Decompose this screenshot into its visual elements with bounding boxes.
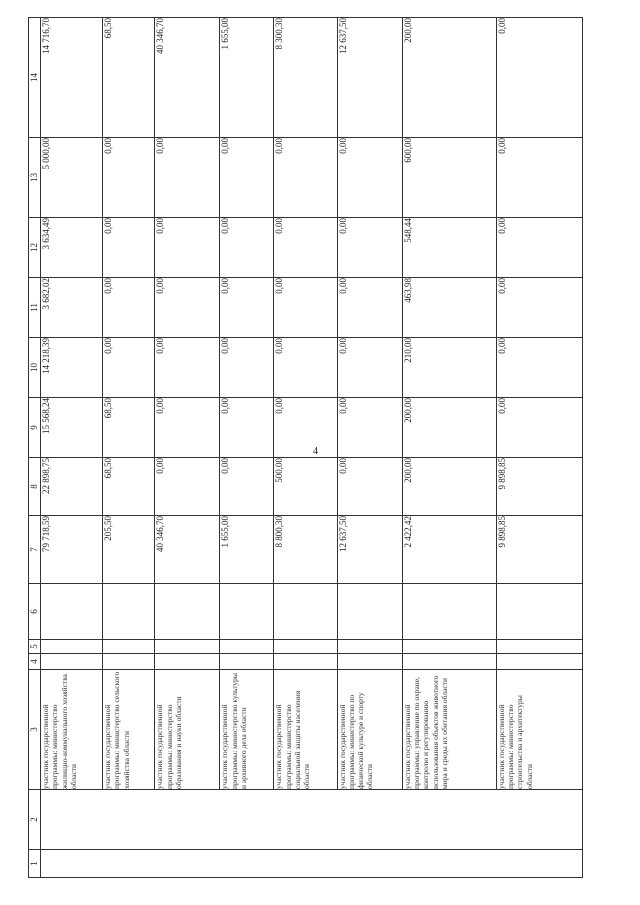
value-cell: 600,00 <box>402 138 496 218</box>
value-cell: 0,00 <box>220 398 274 458</box>
value-cell <box>274 654 337 670</box>
value-cell: 9 898,85 <box>496 516 582 584</box>
value-cell: 205,50 <box>103 516 155 584</box>
value-cell: 0,00 <box>103 278 155 338</box>
value-cell <box>220 654 274 670</box>
value-cell <box>41 584 103 640</box>
value-cell: 0,00 <box>103 138 155 218</box>
participant-label: участник государственной программы: министерство культуры и архивного дела области <box>220 670 274 790</box>
value-cell: 0,00 <box>496 398 582 458</box>
value-cell <box>103 584 155 640</box>
value-cell: 68,50 <box>103 398 155 458</box>
value-cell: 8 800,30 <box>274 516 337 584</box>
value-cell: 3 634,49 <box>41 218 103 278</box>
value-cell <box>496 654 582 670</box>
value-cell <box>402 640 496 654</box>
value-cell: 0,00 <box>274 398 337 458</box>
value-cell: 0,00 <box>337 138 402 218</box>
value-cell: 22 898,75 <box>41 458 103 516</box>
column-number: 7 <box>29 516 41 584</box>
value-cell: 0,00 <box>274 218 337 278</box>
value-cell: 0,00 <box>155 218 220 278</box>
value-cell: 3 682,02 <box>41 278 103 338</box>
column-number: 12 <box>29 218 41 278</box>
value-cell <box>220 584 274 640</box>
merged-cell <box>41 850 583 878</box>
value-cell: 0,00 <box>155 278 220 338</box>
value-cell: 40 346,70 <box>155 18 220 138</box>
value-cell: 9 898,85 <box>496 458 582 516</box>
column-number: 13 <box>29 138 41 218</box>
value-cell: 200,00 <box>402 398 496 458</box>
column-number: 10 <box>29 338 41 398</box>
value-cell: 40 346,70 <box>155 516 220 584</box>
value-cell <box>402 584 496 640</box>
value-cell: 0,00 <box>274 338 337 398</box>
value-cell: 0,00 <box>103 338 155 398</box>
value-cell <box>155 654 220 670</box>
value-cell: 0,00 <box>220 218 274 278</box>
value-cell: 68,50 <box>103 458 155 516</box>
value-cell: 0,00 <box>274 278 337 338</box>
participant-label: участник государственной программы: министерство образования и науки области <box>155 670 220 790</box>
value-cell <box>274 640 337 654</box>
value-cell: 210,00 <box>402 338 496 398</box>
value-cell: 5 000,00 <box>41 138 103 218</box>
column-number: 2 <box>29 790 41 850</box>
value-cell <box>337 584 402 640</box>
value-cell: 0,00 <box>155 458 220 516</box>
value-cell: 0,00 <box>496 338 582 398</box>
header-row <box>29 18 41 878</box>
value-cell: 0,00 <box>496 218 582 278</box>
value-cell: 8 300,30 <box>274 18 337 138</box>
column-number: 14 <box>29 18 41 138</box>
table-row <box>103 18 155 878</box>
value-cell: 200,00 <box>402 458 496 516</box>
table-row <box>274 18 337 878</box>
value-cell: 1 655,00 <box>220 18 274 138</box>
value-cell: 548,44 <box>402 218 496 278</box>
value-cell: 0,00 <box>337 458 402 516</box>
value-cell <box>496 640 582 654</box>
budget-table <box>28 17 583 878</box>
column-number: 6 <box>29 584 41 640</box>
value-cell: 0,00 <box>337 338 402 398</box>
value-cell: 2 422,42 <box>402 516 496 584</box>
rotated-table-container <box>28 18 583 878</box>
value-cell: 0,00 <box>337 278 402 338</box>
value-cell: 1 655,00 <box>220 516 274 584</box>
participant-label: участник государственной программы: министерство по физической культуре и спорту области <box>337 670 402 790</box>
value-cell: 68,50 <box>103 18 155 138</box>
value-cell <box>41 640 103 654</box>
merged-cell <box>41 790 583 850</box>
column-number: 3 <box>29 670 41 790</box>
table-row <box>402 18 496 878</box>
value-cell <box>496 584 582 640</box>
participant-label: участник государственной программы: министерство жилищно-коммунального хозяйства области <box>41 670 103 790</box>
column-number: 1 <box>29 850 41 878</box>
page-number: 4 <box>313 446 318 457</box>
participant-label: участник государственной программы: министерство социальной защиты населения области <box>274 670 337 790</box>
value-cell <box>103 654 155 670</box>
value-cell: 0,00 <box>220 138 274 218</box>
value-cell: 200,00 <box>402 18 496 138</box>
value-cell: 0,00 <box>274 138 337 218</box>
column-number: 11 <box>29 278 41 338</box>
value-cell: 79 718,59 <box>41 516 103 584</box>
participant-label: участник государственной программы: управление по охране, контролю и регулированию использования объектов животного мира и среды их обитания области <box>402 670 496 790</box>
value-cell: 500,00 <box>274 458 337 516</box>
value-cell: 0,00 <box>220 458 274 516</box>
column-number: 9 <box>29 398 41 458</box>
column-number: 8 <box>29 458 41 516</box>
value-cell: 463,98 <box>402 278 496 338</box>
value-cell: 0,00 <box>496 138 582 218</box>
value-cell: 0,00 <box>337 218 402 278</box>
value-cell <box>155 584 220 640</box>
value-cell: 0,00 <box>496 18 582 138</box>
column-number: 4 <box>29 654 41 670</box>
column-number: 5 <box>29 640 41 654</box>
value-cell: 0,00 <box>496 278 582 338</box>
value-cell: 15 568,24 <box>41 398 103 458</box>
value-cell <box>220 640 274 654</box>
value-cell <box>103 640 155 654</box>
value-cell: 0,00 <box>155 338 220 398</box>
value-cell: 0,00 <box>155 138 220 218</box>
value-cell <box>274 584 337 640</box>
value-cell <box>402 654 496 670</box>
value-cell: 0,00 <box>220 278 274 338</box>
value-cell: 0,00 <box>155 398 220 458</box>
table-row <box>496 18 582 878</box>
value-cell <box>337 640 402 654</box>
value-cell: 12 637,50 <box>337 516 402 584</box>
value-cell <box>337 654 402 670</box>
participant-label: участник государственной программы: министерство сельского хозяйства области <box>103 670 155 790</box>
value-cell: 0,00 <box>220 338 274 398</box>
table-row <box>337 18 402 878</box>
table-row <box>41 18 103 878</box>
value-cell: 14 218,39 <box>41 338 103 398</box>
value-cell <box>41 654 103 670</box>
value-cell: 0,00 <box>103 218 155 278</box>
table-row <box>155 18 220 878</box>
participant-label: участник государственной программы: министерство строительства и архитектуры области <box>496 670 582 790</box>
value-cell: 14 716,70 <box>41 18 103 138</box>
table-row <box>220 18 274 878</box>
value-cell: 12 637,50 <box>337 18 402 138</box>
value-cell <box>155 640 220 654</box>
value-cell: 0,00 <box>337 398 402 458</box>
